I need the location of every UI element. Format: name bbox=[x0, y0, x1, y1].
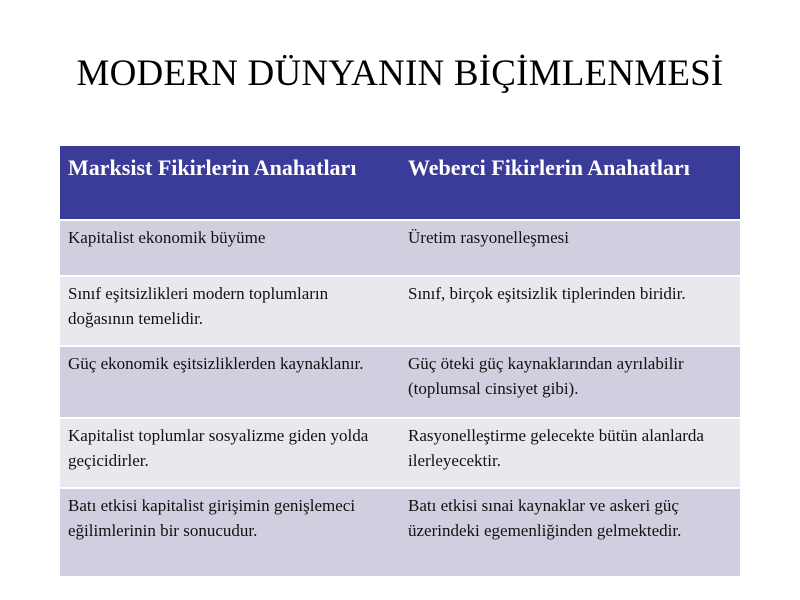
marxist-cell: Güç ekonomik eşitsizliklerden kaynaklanır. bbox=[60, 346, 400, 418]
weberian-cell: Güç öteki güç kaynaklarından ayrılabilir (toplumsal cinsiyet gibi). bbox=[400, 346, 740, 418]
table-row bbox=[60, 418, 740, 488]
table-row bbox=[60, 276, 740, 346]
marxist-cell: Kapitalist toplumlar sosyalizme giden yolda geçicidirler. bbox=[60, 418, 400, 488]
table-row bbox=[60, 220, 740, 276]
header-weberian-outlines: Weberci Fikirlerin Anahatları bbox=[400, 146, 740, 220]
weberian-cell: Üretim rasyonelleşmesi bbox=[400, 220, 740, 276]
marxist-cell: Batı etkisi kapitalist girişimin genişlemeci eğilimlerinin bir sonucudur. bbox=[60, 488, 400, 577]
header-marxist-outlines: Marksist Fikirlerin Anahatları bbox=[60, 146, 400, 220]
table-header-row bbox=[60, 146, 740, 220]
comparison-table bbox=[60, 146, 740, 578]
weberian-cell: Sınıf, birçok eşitsizlik tiplerinden biridir. bbox=[400, 276, 740, 346]
slide-title: MODERN DÜNYANIN BİÇİMLENMESİ bbox=[76, 53, 724, 94]
table-row bbox=[60, 488, 740, 577]
weberian-cell: Batı etkisi sınai kaynaklar ve askeri güç üzerindeki egemenliğinden gelmektedir. bbox=[400, 488, 740, 577]
weberian-cell: Rasyonelleştirme gelecekte bütün alanlarda ilerleyecektir. bbox=[400, 418, 740, 488]
marxist-cell: Kapitalist ekonomik büyüme bbox=[60, 220, 400, 276]
table-row bbox=[60, 346, 740, 418]
marxist-cell: Sınıf eşitsizlikleri modern toplumların doğasının temelidir. bbox=[60, 276, 400, 346]
